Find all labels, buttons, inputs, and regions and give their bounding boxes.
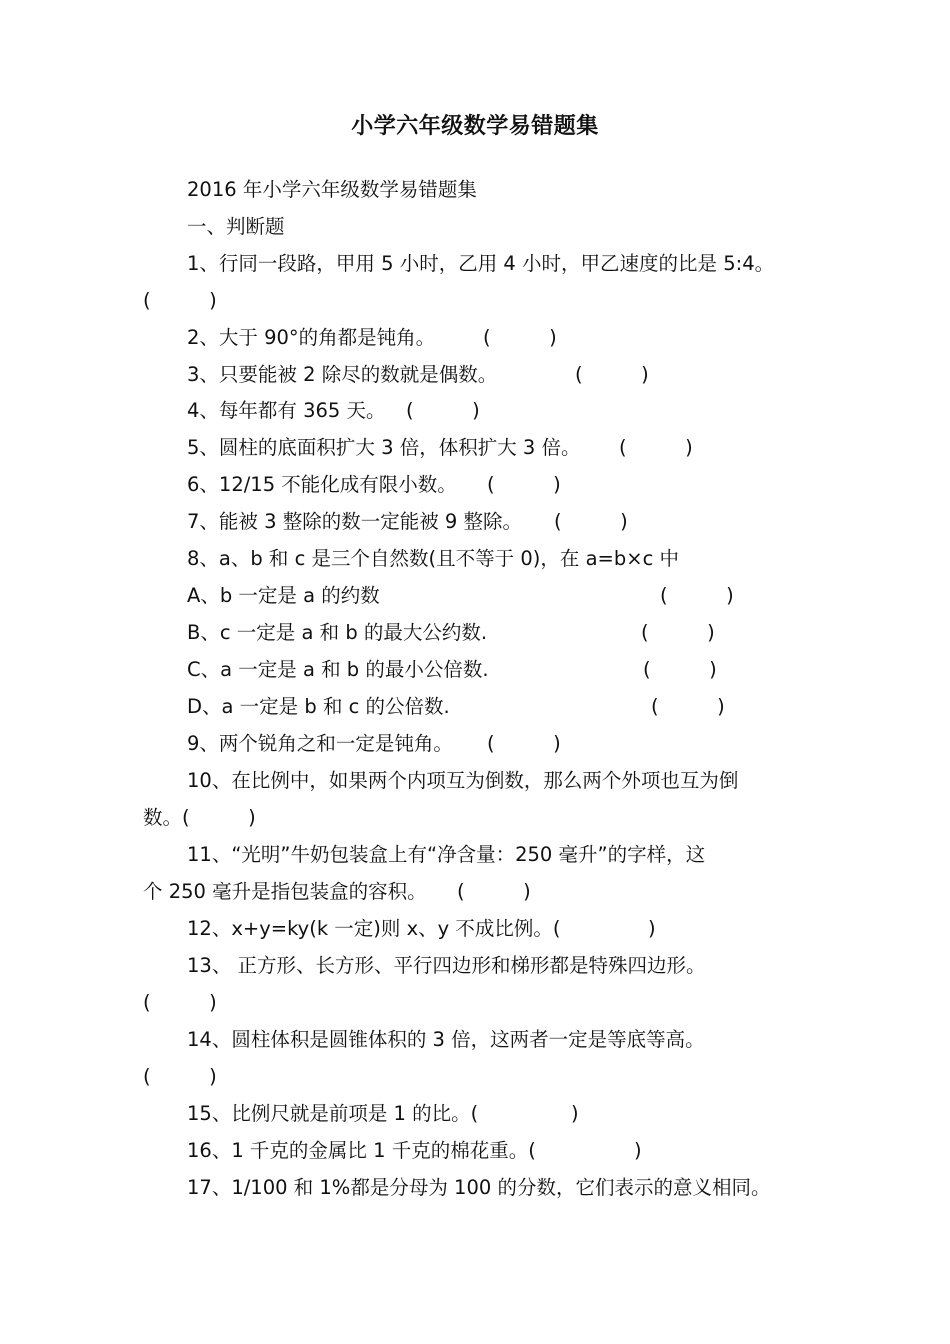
answer-blank-8a: ( ) xyxy=(660,584,734,607)
answer-blank-9: ( ) xyxy=(487,732,561,755)
question-10-cont: 数。( ) xyxy=(143,806,256,829)
subtitle: 2016 年小学六年级数学易错题集 xyxy=(187,178,477,201)
question-10: 10、在比例中，如果两个内项互为倒数，那么两个外项也互为倒 xyxy=(187,769,739,792)
answer-blank-8d: ( ) xyxy=(651,695,725,718)
question-11-cont: 个 250 毫升是指包装盒的容积。 xyxy=(143,880,427,903)
question-6: 6、12/15 不能化成有限小数。 xyxy=(187,473,457,496)
answer-blank-11: ( ) xyxy=(457,880,531,903)
answer-blank-5: ( ) xyxy=(619,436,693,459)
question-13: 13、 正方形、长方形、平行四边形和梯形都是特殊四边形。 xyxy=(187,954,706,977)
question-8-option-d: D、a 一定是 b 和 c 的公倍数. xyxy=(187,695,450,718)
question-2: 2、大于 90°的角都是钝角。 xyxy=(187,326,436,349)
question-8: 8、a、b 和 c 是三个自然数(且不等于 0)，在 a=b×c 中 xyxy=(187,547,679,570)
question-11: 11、“光明”牛奶包装盒上有“净含量：250 毫升”的字样，这 xyxy=(187,843,706,866)
answer-blank-15-close: ) xyxy=(571,1102,579,1125)
question-15: 15、比例尺就是前项是 1 的比。( xyxy=(187,1102,479,1125)
section-heading: 一、判断题 xyxy=(187,215,285,238)
question-4: 4、每年都有 365 天。 xyxy=(187,399,386,422)
question-5: 5、圆柱的底面积扩大 3 倍，体积扩大 3 倍。 xyxy=(187,436,581,459)
answer-blank-6: ( ) xyxy=(487,473,561,496)
answer-blank-3: ( ) xyxy=(575,363,649,386)
question-8-option-c: C、a 一定是 a 和 b 的最小公倍数. xyxy=(187,658,489,681)
question-12: 12、x+y=ky(k 一定)则 x、y 不成比例。( xyxy=(187,917,561,940)
answer-blank-4: ( ) xyxy=(406,399,480,422)
question-16: 16、1 千克的金属比 1 千克的棉花重。( xyxy=(187,1139,536,1162)
question-14: 14、圆柱体积是圆锥体积的 3 倍，这两者一定是等底等高。 xyxy=(187,1028,705,1051)
question-7: 7、能被 3 整除的数一定能被 9 整除。 xyxy=(187,510,523,533)
question-8-option-b: B、c 一定是 a 和 b 的最大公约数. xyxy=(187,621,488,644)
question-8-option-a: A、b 一定是 a 的约数 xyxy=(187,584,380,607)
answer-blank-8c: ( ) xyxy=(643,658,717,681)
question-3: 3、只要能被 2 除尽的数就是偶数。 xyxy=(187,363,498,386)
answer-blank-8b: ( ) xyxy=(641,621,715,644)
answer-blank-1: ( ) xyxy=(143,289,217,312)
question-9: 9、两个锐角之和一定是钝角。 xyxy=(187,732,453,755)
question-17: 17、1/100 和 1%都是分母为 100 的分数，它们表示的意义相同。 xyxy=(187,1176,771,1199)
answer-blank-14: ( ) xyxy=(143,1065,217,1088)
answer-blank-16-close: ) xyxy=(634,1139,642,1162)
page-title: 小学六年级数学易错题集 xyxy=(351,114,599,139)
answer-blank-12-close: ) xyxy=(648,917,656,940)
answer-blank-13: ( ) xyxy=(143,991,217,1014)
answer-blank-2: ( ) xyxy=(483,326,557,349)
answer-blank-7: ( ) xyxy=(554,510,628,533)
question-1: 1、行同一段路，甲用 5 小时，乙用 4 小时，甲乙速度的比是 5:4。 xyxy=(187,252,775,275)
